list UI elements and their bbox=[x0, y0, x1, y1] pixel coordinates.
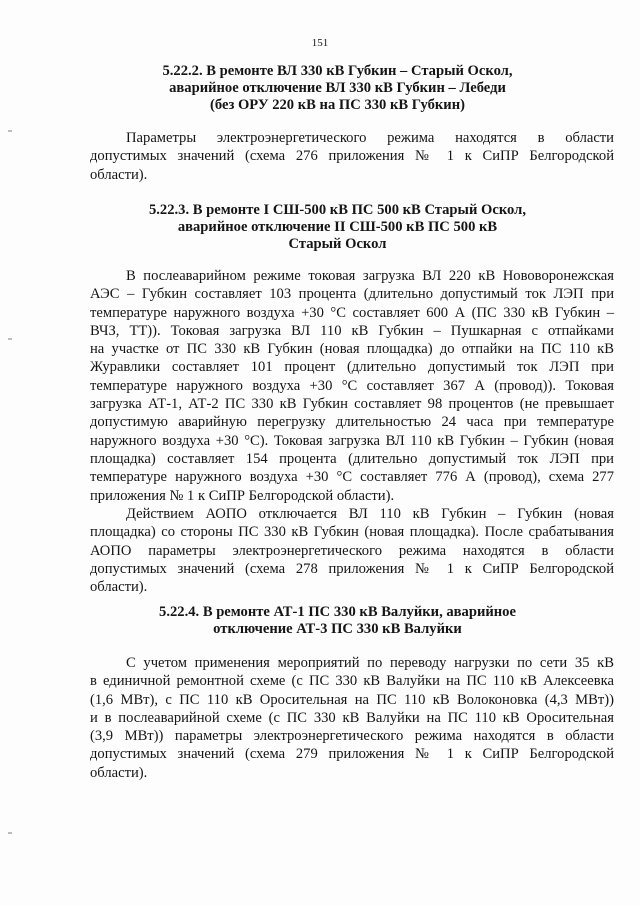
heading-line: Старый Оскол bbox=[288, 236, 387, 252]
scan-mark bbox=[8, 130, 12, 132]
text-line: температуре наружного воздуха +30 °С составляет 600 А (ПС 330 кВ Губкин – bbox=[90, 304, 614, 321]
text-line: области). bbox=[90, 166, 148, 183]
heading-line: отключение АТ-3 ПС 330 кВ Валуйки bbox=[213, 621, 462, 637]
scan-mark bbox=[8, 832, 12, 834]
text-line: области). bbox=[90, 764, 148, 781]
paragraph-5-22-2 bbox=[90, 129, 614, 184]
heading-line: 5.22.2. В ремонте ВЛ 330 кВ Губкин – Старый Оскол, bbox=[162, 63, 513, 79]
text-line: Параметры электроэнергетического режима находятся в области bbox=[126, 130, 614, 146]
text-line: (3,9 МВт)) параметры электроэнергетического режима находятся в области bbox=[90, 728, 614, 745]
heading-line: аварийное отключение ВЛ 330 кВ Губкин – Лебеди bbox=[169, 80, 506, 96]
text-line: АОПО параметры электроэнергетического режима находятся в области bbox=[90, 542, 614, 559]
paragraph-5-22-3-b bbox=[90, 505, 614, 596]
text-line: наружного воздуха +30 °С). Токовая загрузка ВЛ 110 кВ Губкин – Губкин (новая bbox=[90, 432, 614, 449]
text-line: и в послеаварийной схеме (с ПС 330 кВ Валуйки на ПС 110 кВ Оросительная bbox=[90, 709, 614, 726]
scan-mark bbox=[8, 338, 12, 340]
text-line: приложения № 1 к СиПР Белгородской области). bbox=[90, 487, 395, 504]
text-line: на участке от ПС 330 кВ Губкин (новая площадка) до отпайки на ПС 110 кВ bbox=[90, 341, 614, 358]
text-line: температуре наружного воздуха +30 °С составляет 776 А (провод), схема 277 bbox=[90, 469, 614, 486]
text-line: В послеаварийном режиме токовая загрузка ВЛ 220 кВ Нововоронежская bbox=[126, 268, 614, 284]
heading-line: 5.22.3. В ремонте I СШ-500 кВ ПС 500 кВ Старый Оскол, bbox=[148, 202, 526, 218]
text-line: в единичной ремонтной схеме (с ПС 330 кВ Валуйки на ПС 110 кВ Алексеевка bbox=[90, 673, 614, 690]
text-line: температуре наружного воздуха +30 °С составляет 367 А (провод)). Токовая bbox=[90, 377, 614, 394]
text-line: площадка) со стороны ПС 330 кВ Губкин (новая площадка). После срабатывания bbox=[90, 524, 614, 541]
paragraph-5-22-3-a bbox=[90, 267, 614, 505]
heading-line: (без ОРУ 220 кВ на ПС 330 кВ Губкин) bbox=[210, 97, 465, 113]
page-number: 151 bbox=[311, 37, 329, 49]
text-line: допустимых значений (схема 276 приложения № 1 к СиПР Белгородской bbox=[90, 148, 614, 165]
heading-line: 5.22.4. В ремонте АТ-1 ПС 330 кВ Валуйки, аварийное bbox=[159, 604, 516, 620]
section-heading-5-22-4 bbox=[60, 604, 615, 638]
text-line: Журавлики составляет 101 процент (длительно допустимый ток ЛЭП при bbox=[90, 359, 614, 376]
text-line: АЭС – Губкин составляет 103 процента (длительно допустимый ток ЛЭП при bbox=[90, 286, 614, 303]
text-line: допустимых значений (схема 278 приложения № 1 к СиПР Белгородской bbox=[90, 560, 614, 577]
text-line: ВЧЗ, ТТ)). Токовая загрузка ВЛ 110 кВ Губкин – Пушкарная с отпайками bbox=[90, 322, 614, 339]
text-line: допустимую аварийную перегрузку длительностью 24 часа при температуре bbox=[90, 414, 614, 431]
text-line: Действием АОПО отключается ВЛ 110 кВ Губкин – Губкин (новая bbox=[126, 506, 614, 522]
heading-line: аварийное отключение II СШ-500 кВ ПС 500 кВ bbox=[177, 219, 498, 235]
text-line: загрузка АТ-1, АТ-2 ПС 330 кВ Губкин составляет 98 процентов (не превышает bbox=[90, 396, 614, 413]
text-line: области). bbox=[90, 579, 148, 596]
section-heading-5-22-2 bbox=[60, 63, 615, 114]
text-line: (1,6 МВт), с ПС 110 кВ Оросительная на ПС 110 кВ Волоконовка (4,3 МВт)) bbox=[90, 691, 614, 708]
section-heading-5-22-3 bbox=[60, 202, 615, 253]
text-line: С учетом применения мероприятий по переводу нагрузки по сети 35 кВ bbox=[126, 655, 614, 671]
text-line: допустимых значений (схема 279 приложения № 1 к СиПР Белгородской bbox=[90, 746, 614, 763]
text-line: площадка) составляет 154 процента (длительно допустимый ток ЛЭП при bbox=[90, 450, 614, 467]
paragraph-5-22-4 bbox=[90, 654, 614, 782]
